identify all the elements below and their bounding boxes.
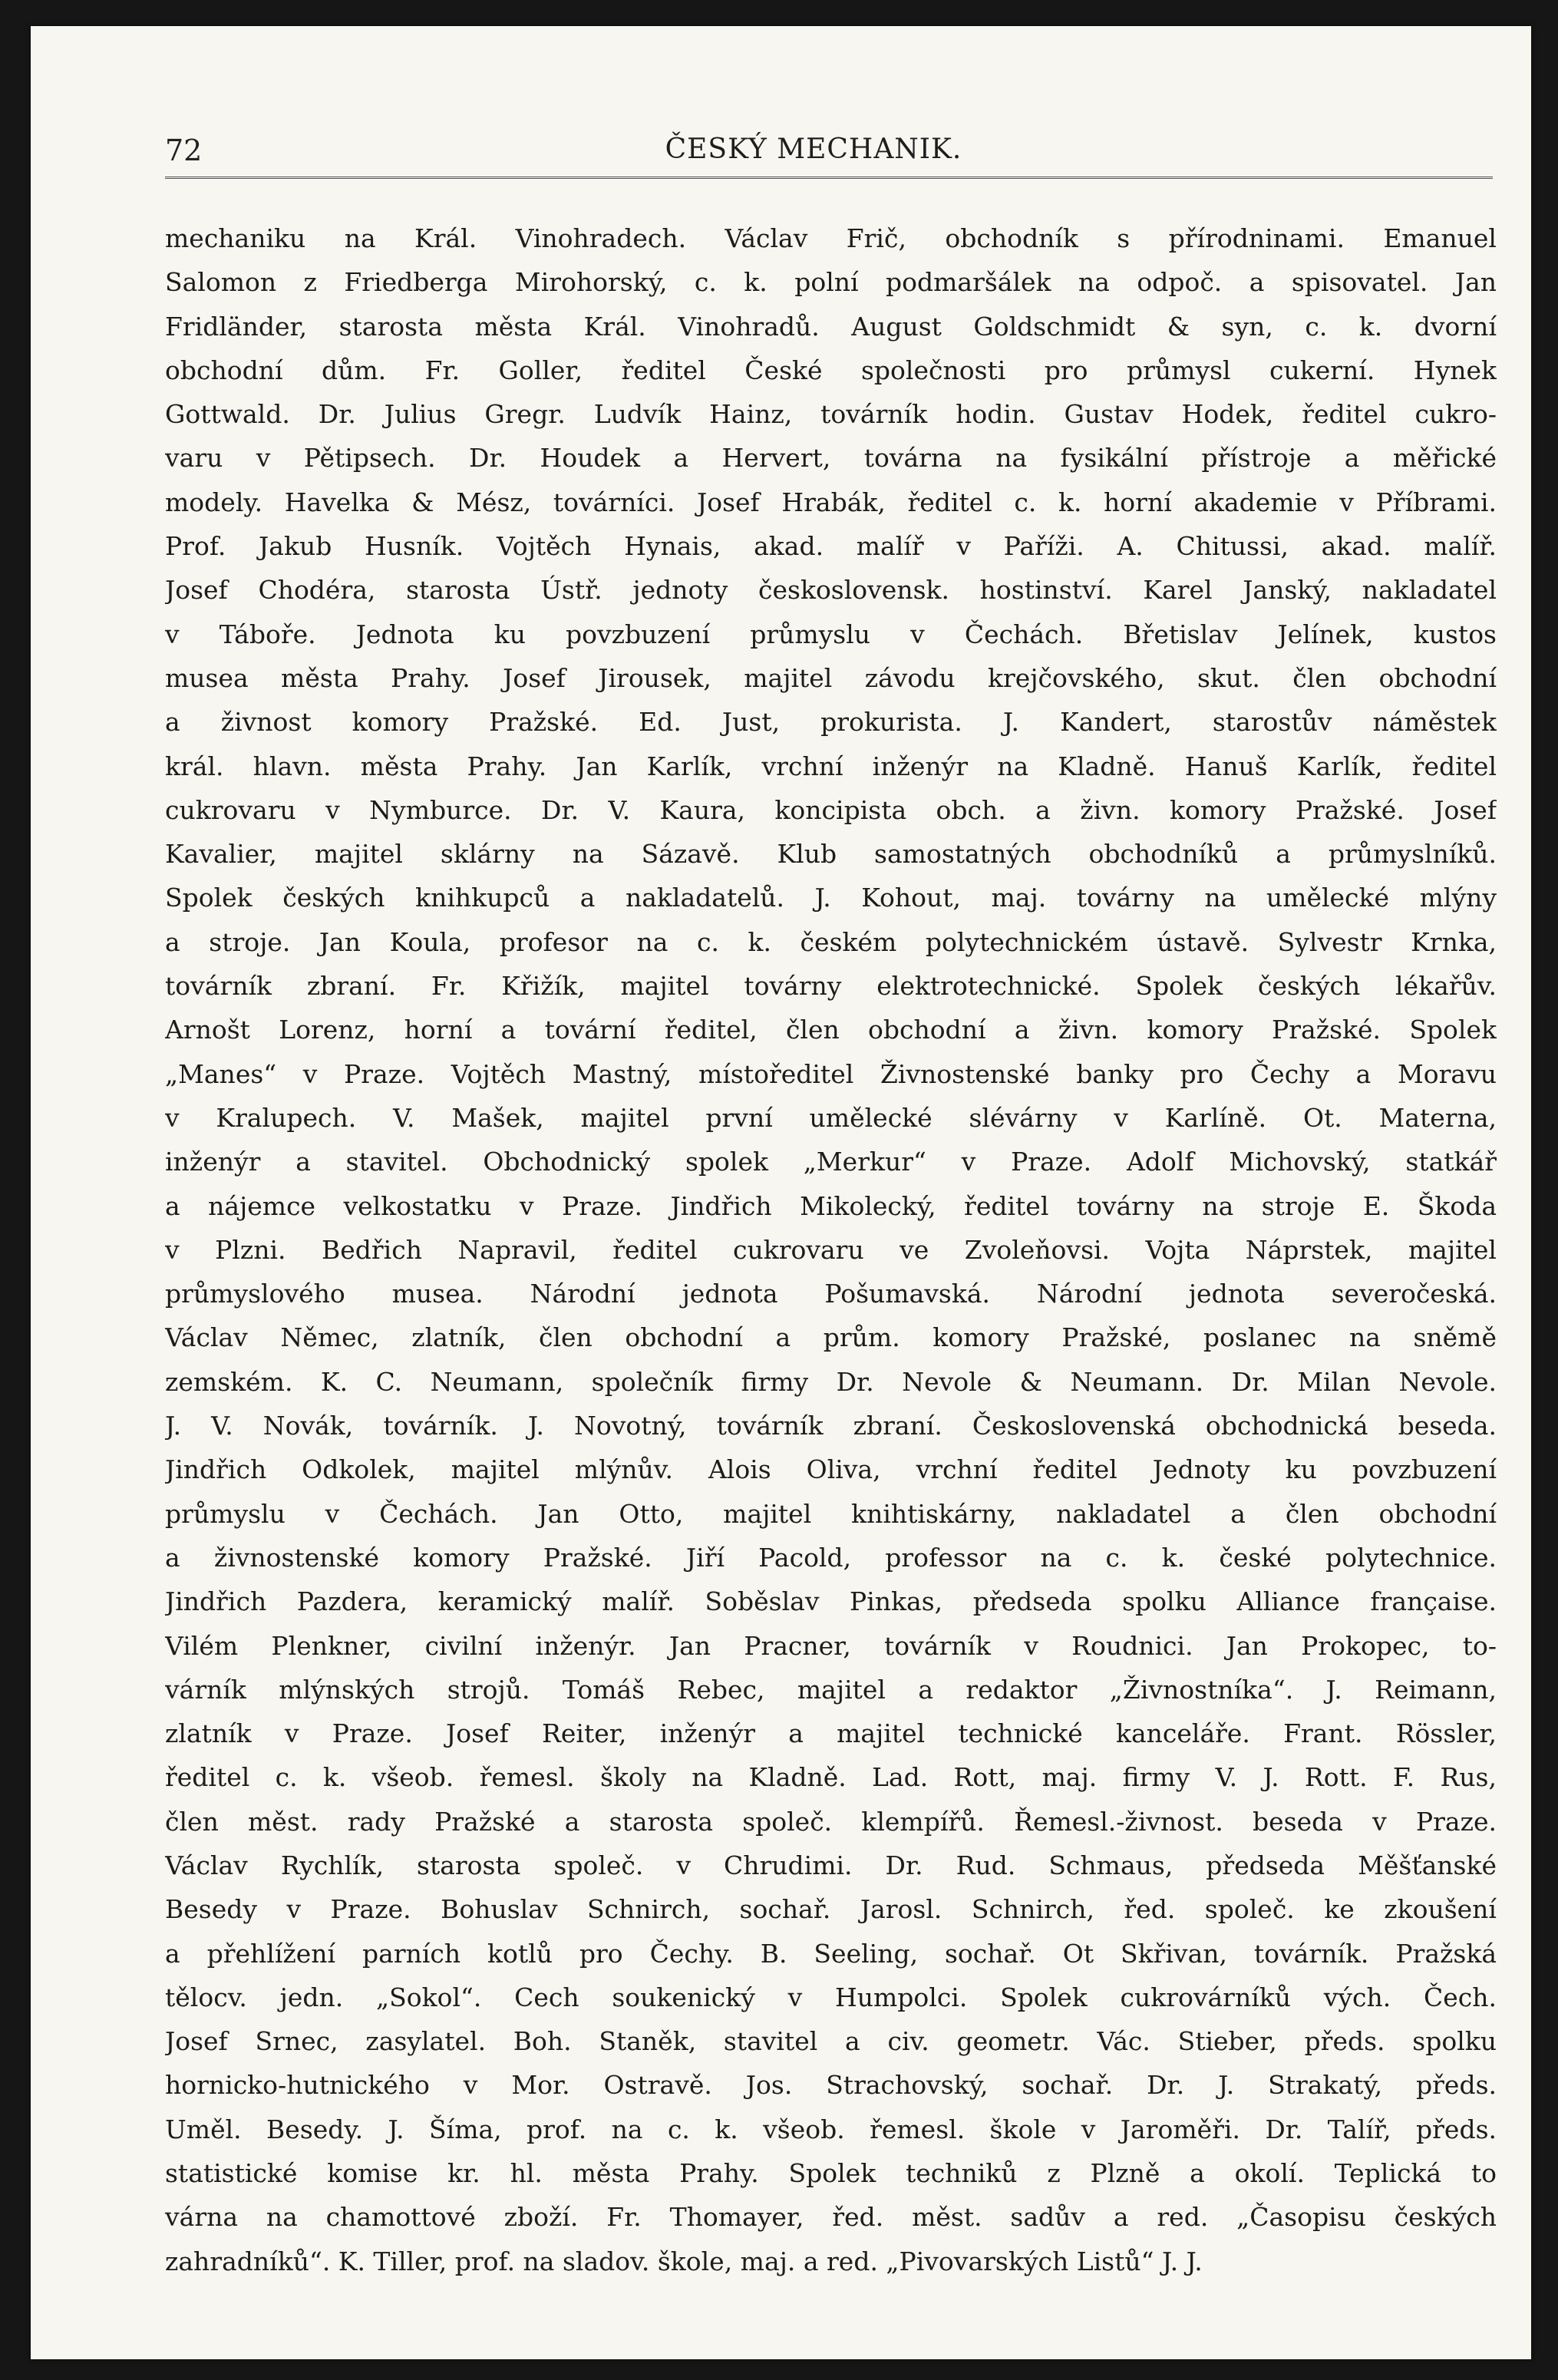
text-line: inženýr a stavitel. Obchodnický spolek „Merkur“ v Praze. Adolf Michovský, statkář [165,1147,1497,1177]
text-line: a živnostenské komory Pražské. Jiří Pacold, professor na c. k. české polytechnice. [165,1542,1497,1573]
running-head [134,134,1493,180]
text-line: Gottwald. Dr. Julius Gregr. Ludvík Hainz, továrník hodin. Gustav Hodek, ředitel cukro- [165,399,1497,430]
text-line: v Táboře. Jednota ku povzbuzení průmyslu v Čechách. Břetislav Jelínek, kustos [165,619,1497,649]
text-line: varu v Pětipsech. Dr. Houdek a Hervert, továrna na fysikální přístroje a měřické [165,443,1497,474]
text-line: v Kralupech. V. Mašek, majitel první umělecké slévárny v Karlíně. Ot. Materna, [165,1102,1497,1133]
text-line: a stroje. Jan Koula, profesor na c. k. českém polytechnickém ústavě. Sylvestr Krnka, [165,926,1497,957]
text-line: zlatník v Praze. Josef Reiter, inženýr a majitel technické kanceláře. Frant. Rössler, [165,1718,1497,1749]
text-line: ředitel c. k. všeob. řemesl. školy na Kladně. Lad. Rott, maj. firmy V. J. Rott. F. Rus, [165,1762,1497,1793]
text-line: zahradníků“. K. Tiller, prof. na sladov. škole, maj. a red. „Pivovarských Listů“ J. J. [165,2246,1203,2276]
text-line: průmyslového musea. Národní jednota Pošumavská. Národní jednota severočeská. [165,1279,1497,1309]
text-line: Václav Němec, zlatník, člen obchodní a prům. komory Pražské, poslanec na sněmě [165,1322,1497,1353]
header-rule [165,177,1493,179]
text-line: Vilém Plenkner, civilní inženýr. Jan Pracner, továrník v Roudnici. Jan Prokopec, to- [165,1630,1497,1661]
text-line: musea města Prahy. Josef Jirousek, majitel závodu krejčovského, skut. člen obchodní [165,662,1497,693]
text-line: Václav Rychlík, starosta společ. v Chrudimi. Dr. Rud. Schmaus, předseda Měšťanské [165,1850,1497,1880]
text-line: v Plzni. Bedřich Napravil, ředitel cukrovaru ve Zvoleňovsi. Vojta Náprstek, majitel [165,1234,1497,1265]
text-line: statistické komise kr. hl. města Prahy. Spolek techniků z Plzně a okolí. Teplická to [165,2158,1497,2189]
text-line: Jindřich Pazdera, keramický malíř. Soběslav Pinkas, předseda spolku Alliance française. [165,1586,1497,1617]
text-line: Fridländer, starosta města Král. Vinohradů. August Goldschmidt & syn, c. k. dvorní [165,311,1497,342]
text-line: várna na chamottové zboží. Fr. Thomayer, řed. měst. sadův a red. „Časopisu českých [165,2202,1497,2233]
text-line: obchodní dům. Fr. Goller, ředitel České společnosti pro průmysl cukerní. Hynek [165,355,1497,385]
text-line: „Manes“ v Praze. Vojtěch Mastný, místoředitel Živnostenské banky pro Čechy a Moravu [165,1058,1497,1089]
text-line: Josef Chodéra, starosta Ústř. jednoty československ. hostinství. Karel Janský, nakladatel [165,575,1497,606]
text-line: tělocv. jedn. „Sokol“. Cech soukenický v Humpolci. Spolek cukrovárníků vých. Čech. [165,1982,1497,2012]
text-line: Kavalier, majitel sklárny na Sázavě. Klub samostatných obchodníků a průmyslníků. [165,839,1497,870]
text-line: Besedy v Praze. Bohuslav Schnirch, sochař. Jarosl. Schnirch, řed. společ. ke zkoušení [165,1894,1497,1925]
text-line: a nájemce velkostatku v Praze. Jindřich Mikolecký, ředitel továrny na stroje E. Škoda [165,1190,1497,1221]
text-line: J. V. Novák, továrník. J. Novotný, továrník zbraní. Československá obchodnická beseda. [165,1411,1497,1441]
page-number: 72 [165,134,203,167]
book-page [31,26,1531,2359]
text-line: Spolek českých knihkupců a nakladatelů. J. Kohout, maj. továrny na umělecké mlýny [165,883,1497,913]
text-line: cukrovaru v Nymburce. Dr. V. Kaura, koncipista obch. a živn. komory Pražské. Josef [165,794,1497,825]
text-line: zemském. K. C. Neumann, společník firmy Dr. Nevole & Neumann. Dr. Milan Nevole. [165,1366,1497,1397]
text-line: továrník zbraní. Fr. Křižík, majitel továrny elektrotechnické. Spolek českých lékařův. [165,971,1497,1002]
text-line: mechaniku na Král. Vinohradech. Václav Frič, obchodník s přírodninami. Emanuel [165,223,1497,253]
text-line: hornicko-hutnického v Mor. Ostravě. Jos. Strachovský, sochař. Dr. J. Strakatý, předs. [165,2070,1497,2101]
text-line: Jindřich Odkolek, majitel mlýnův. Alois Oliva, vrchní ředitel Jednoty ku povzbuzení [165,1454,1497,1485]
text-line: Uměl. Besedy. J. Šíma, prof. na c. k. všeob. řemesl. škole v Jaroměři. Dr. Talíř, předs. [165,2114,1497,2144]
journal-title: ČESKÝ MECHANIK. [665,134,962,165]
text-line: člen měst. rady Pražské a starosta společ. klempířů. Řemesl.-živnost. beseda v Praze. [165,1806,1497,1837]
text-line: a přehlížení parních kotlů pro Čechy. B. Seeling, sochař. Ot Skřivan, továrník. Pražská [165,1938,1497,1969]
text-line: várník mlýnských strojů. Tomáš Rebec, majitel a redaktor „Živnostníka“. J. Reimann, [165,1674,1497,1705]
text-line: modely. Havelka & Mész, továrníci. Josef Hrabák, ředitel c. k. horní akademie v Příbrami. [165,487,1497,517]
text-line: Arnošt Lorenz, horní a tovární ředitel, člen obchodní a živn. komory Pražské. Spolek [165,1015,1497,1045]
text-line: Prof. Jakub Husník. Vojtěch Hynais, akad. malíř v Paříži. A. Chitussi, akad. malíř. [165,531,1497,562]
text-line: a živnost komory Pražské. Ed. Just, prokurista. J. Kandert, starostův náměstek [165,707,1497,738]
body-text [165,216,1497,2283]
text-line: král. hlavn. města Prahy. Jan Karlík, vrchní inženýr na Kladně. Hanuš Karlík, ředitel [165,751,1497,781]
text-line: průmyslu v Čechách. Jan Otto, majitel knihtiskárny, nakladatel a člen obchodní [165,1498,1497,1529]
text-line: Josef Srnec, zasylatel. Boh. Staněk, stavitel a civ. geometr. Vác. Stieber, předs. spolku [165,2026,1497,2057]
text-line: Salomon z Friedberga Mirohorský, c. k. polní podmaršálek na odpoč. a spisovatel. Jan [165,267,1497,298]
